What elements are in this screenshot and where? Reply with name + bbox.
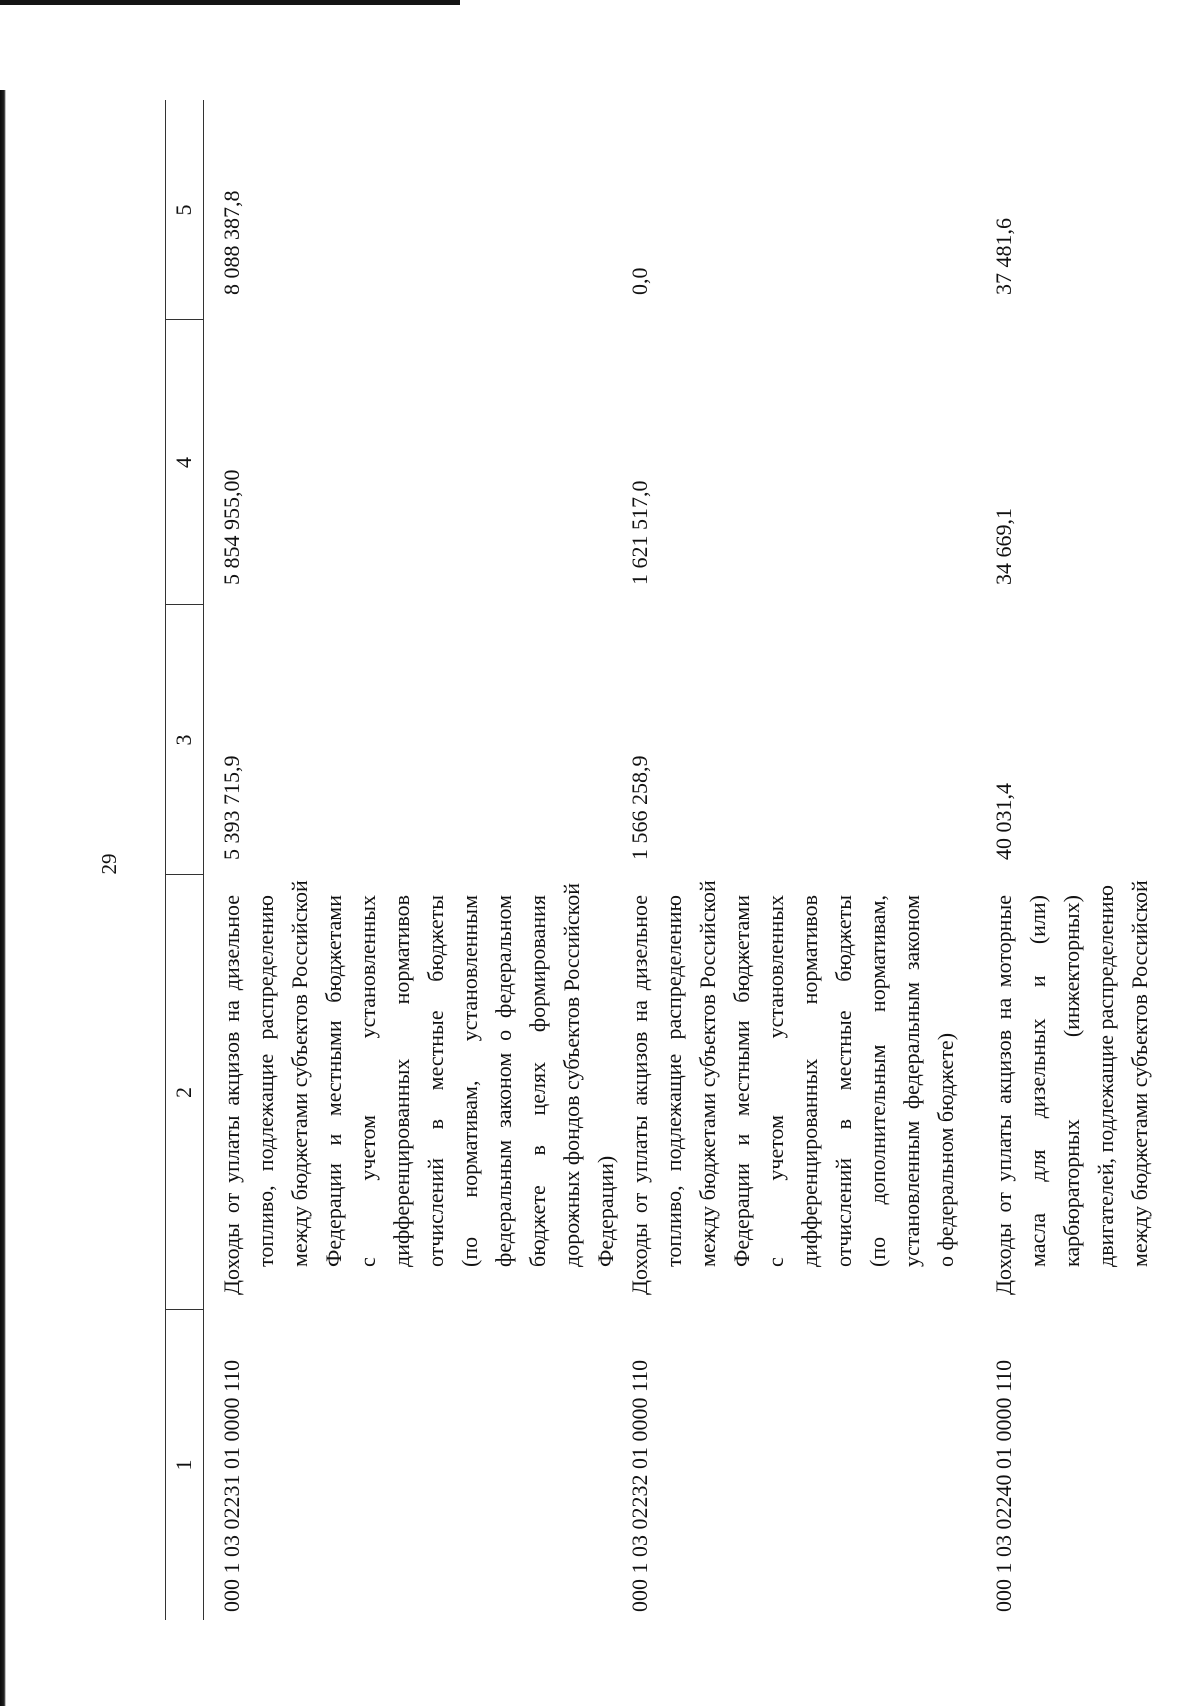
description-line: о федеральном бюджете) <box>933 1032 958 1267</box>
description-line: установленным федеральным законом <box>899 895 924 1267</box>
description-line: Федерации) <box>593 1155 618 1267</box>
income-description <box>623 880 963 1295</box>
description-line: с учетом установленных <box>355 895 380 1267</box>
column-header-1: 1 <box>171 1459 196 1471</box>
budget-code: 000 1 03 02231 01 0000 110 <box>219 1359 244 1612</box>
scan-border-top <box>0 0 460 5</box>
value-col4: 34 669,1 <box>991 508 1016 585</box>
description-line: Доходы от уплаты акцизов на моторные <box>991 895 1016 1295</box>
value-col3: 40 031,4 <box>991 783 1016 860</box>
column-header-3: 3 <box>171 734 196 746</box>
description-line: Федерации и местными бюджетами <box>729 895 754 1267</box>
income-description <box>215 880 623 1295</box>
column-header-2: 2 <box>171 1087 196 1098</box>
description-line: масла для дизельных и (или) <box>1025 895 1050 1267</box>
value-col3: 5 393 715,9 <box>219 755 244 860</box>
value-col4: 1 621 517,0 <box>627 480 652 585</box>
description-line: с учетом установленных <box>763 895 788 1267</box>
scan-border-left <box>0 90 6 1706</box>
description-line: отчислений в местные бюджеты <box>423 895 448 1267</box>
budget-code: 000 1 03 02240 01 0000 110 <box>991 1359 1016 1612</box>
description-line: отчислений в местные бюджеты <box>831 895 856 1267</box>
description-line: карбюраторных (инжекторных) <box>1059 895 1084 1267</box>
description-line: топливо, подлежащие распределению <box>253 895 278 1267</box>
value-col3: 1 566 258,9 <box>627 755 652 860</box>
description-line: дифференцированных нормативов <box>797 895 822 1267</box>
income-table <box>165 100 1165 1620</box>
description-line: между бюджетами субъектов Российской <box>287 880 312 1267</box>
description-line: Федерации и местными бюджетами <box>321 895 346 1267</box>
description-line: между бюджетами субъектов Российской <box>695 880 720 1267</box>
description-line: бюджете в целях формирования <box>525 895 550 1267</box>
description-line: федеральным законом о федеральном <box>491 895 516 1267</box>
column-header-5: 5 <box>171 204 196 216</box>
budget-code: 000 1 03 02232 01 0000 110 <box>627 1359 652 1612</box>
income-description <box>987 880 1157 1295</box>
value-col5: 8 088 387,8 <box>219 190 244 295</box>
page-number: 29 <box>97 853 121 875</box>
description-line: (по дополнительным нормативам, <box>865 895 890 1267</box>
table-header-bottom-rule <box>203 100 204 1620</box>
description-line: Доходы от уплаты акцизов на дизельное <box>627 895 652 1295</box>
column-header-4: 4 <box>171 457 196 468</box>
description-line: между бюджетами субъектов Российской <box>1127 880 1152 1267</box>
description-line: дорожных фондов субъектов Российской <box>559 882 584 1267</box>
description-line: топливо, подлежащие распределению <box>661 895 686 1267</box>
value-col5: 0,0 <box>627 267 652 295</box>
description-line: дифференцированных нормативов <box>389 895 414 1267</box>
description-line: двигателей, подлежащие распределению <box>1093 885 1118 1267</box>
value-col5: 37 481,6 <box>991 218 1016 295</box>
value-col4: 5 854 955,00 <box>219 469 244 585</box>
description-line: Доходы от уплаты акцизов на дизельное <box>219 895 244 1295</box>
description-line: (по нормативам, установленным <box>457 895 482 1267</box>
